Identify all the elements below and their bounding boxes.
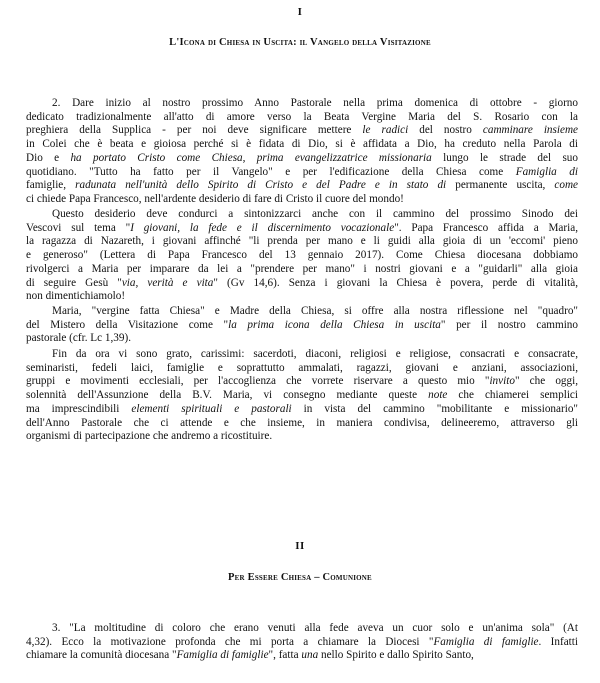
italic-text: la prima icona della Chiesa in uscita [228, 318, 441, 331]
text-run: 3. "La moltitudine di coloro che erano venuti alla fede aveva un cuor solo e un'anima sola" (At [52, 622, 578, 634]
text-run: dedicato tradizionalmente all'atto di amore verso la Beata Vergine Maria del S. Rosario con la [26, 110, 578, 123]
paragraph [26, 97, 578, 207]
text-line [26, 332, 578, 346]
text-run: permanente uscita [455, 179, 543, 192]
section-number: I [297, 6, 303, 18]
text-run: pastorale (cfr. Lc 1,39). [26, 332, 131, 345]
text-run: seminaristi, fedeli laici, famiglie e soprattutto ammalati, ragazzi, giovani e anziani, associazioni, [26, 361, 578, 374]
text-line [26, 417, 578, 431]
text-line [26, 649, 578, 663]
section-number: II [295, 540, 305, 552]
text-run: che chiamerei semplici [447, 389, 578, 402]
text-run: " per il nostro cammino [440, 318, 578, 331]
text-run: la ragazza di Nazareth, i giovani affinché "li prenda per mano e li guidi alla gioia di un 'eccomi' pieno [26, 235, 578, 248]
text-line [26, 97, 578, 111]
text-run: Dio e [26, 151, 71, 164]
italic-text: elementi spirituali e pastorali [131, 402, 292, 415]
text-line [26, 430, 578, 444]
italic-text: Famiglia di famiglie [176, 649, 269, 662]
text-run: " (Gv 14,6). Senza i giovani la Chiesa è povera, perde di vitalità, [213, 276, 578, 289]
text-run: Vescovi sul tema " [26, 221, 131, 234]
text-line [26, 319, 578, 333]
italic-text: note [428, 389, 448, 402]
italic-text: una [301, 649, 319, 662]
text-run: organismi di partecipazione che andremo a ricostituire. [26, 430, 273, 443]
italic-text: invito [489, 375, 515, 388]
text-run: 4,32). Ecco la motivazione profonda che mi porta a chiamare la Diocesi " [26, 635, 434, 648]
italic-text: ha portato Cristo come Chiesa, prima evangelizzatrice missionaria [70, 151, 432, 164]
text-line [26, 166, 578, 180]
section-title: L'Icona di Chiesa in Uscita: il Vangelo della Visitazione [169, 37, 431, 48]
text-line [26, 249, 578, 263]
italic-text: le radici [362, 124, 409, 137]
text-line [26, 362, 578, 376]
text-line [26, 222, 578, 236]
text-run: . Infatti [538, 635, 578, 648]
text-run: gruppi e movimenti ecclesiali, per l'accoglienza che vorrete riservare a questo mio " [26, 375, 490, 388]
text-run: chiamare la comunità diocesana " [26, 649, 177, 662]
text-run: famiglie [26, 179, 64, 192]
text-line [26, 305, 578, 319]
text-run: ci chiede Papa Francesco, nell'ardente desiderio di fare di Cristo il cuore del mondo! [26, 192, 404, 205]
text-run: ". Papa Francesco affida a Maria, [394, 221, 578, 234]
text-run: di seguire Gesù " [26, 276, 122, 289]
text-line [26, 290, 578, 304]
text-line [26, 348, 578, 362]
italic-text: via, verità e vita [121, 276, 214, 289]
text-line [26, 124, 578, 138]
text-run: e generoso" (Lettera di Papa Francesco del 13 gennaio 2017). Come Chiesa diocesana dobbiamo [26, 249, 578, 262]
text-line [26, 152, 578, 166]
text-run: del Mistero della Visitazione come " [26, 318, 229, 331]
text-line [26, 235, 578, 249]
text-run: del nostro [408, 124, 483, 137]
text-run: Questo desiderio deve condurci a sintonizzarci anche con il cammino del prossimo Sinodo dei [52, 208, 578, 220]
paragraph [26, 305, 578, 346]
text-run: in vista del cammino "mobilitante e missionario" [291, 402, 578, 415]
text-run: nello Spirito e dallo Spirito Santo, [318, 649, 474, 662]
text-run: ", fatta [268, 649, 302, 662]
italic-text: , radunata nell'unità dello Spirito di Cristo e del Padre e in stato di [63, 179, 456, 192]
text-run: dell'Anno Pastorale che ci attende e che insieme, in maniera condivisa, delineeremo, attraverso gli [26, 416, 578, 429]
italic-text: camminare insieme [482, 124, 578, 137]
paragraph [26, 622, 578, 663]
italic-text: Famiglia di [515, 165, 578, 178]
text-line [26, 193, 578, 207]
text-run: preghiera della Supplica - per noi deve significare mettere [26, 124, 363, 137]
text-line [26, 208, 578, 222]
text-line [26, 403, 578, 417]
text-line [26, 375, 578, 389]
text-run: in Colei che è beata e gioiosa perché si è fidata di Dio, si è affidata a Dio, ha creduto nella Parola di [26, 138, 578, 151]
text-run: non dimentichiamolo! [26, 290, 126, 303]
text-run: solennità dell'Assunzione della B.V. Maria, vi consegno mediante queste [26, 389, 429, 402]
text-line [26, 636, 578, 650]
text-line [26, 263, 578, 277]
text-run: lungo le strade del suo [431, 151, 578, 164]
text-run: ma imprescindibili [26, 402, 132, 415]
text-run: Maria, "vergine fatta Chiesa" e Madre della Chiesa, si offre alla nostra riflessione nel "quadro" [52, 305, 578, 317]
text-run: rivolgerci a Maria per imparare da lei a "prendere per mano" i nostri giovani e a "guidarli" alla gioia [26, 262, 578, 275]
text-line [26, 111, 578, 125]
text-run: 2. Dare inizio al nostro prossimo Anno Pastorale nella prima domenica di ottobre - giorno [52, 97, 578, 109]
text-line [26, 622, 578, 636]
text-run: Fin da ora vi sono grato, carissimi: sacerdoti, diaconi, religiosi e religiose, consacrati e consacrate, [52, 348, 578, 360]
section-title: Per Essere Chiesa – Comunione [228, 572, 372, 583]
text-line [26, 389, 578, 403]
italic-text: I giovani, la fede e il discernimento vocazionale [130, 221, 395, 234]
text-line [26, 277, 578, 291]
italic-text: , come [542, 179, 578, 192]
text-run: " che oggi, [514, 375, 578, 388]
paragraph [26, 208, 578, 304]
text-line [26, 179, 578, 193]
italic-text: Famiglia di famiglie [433, 635, 539, 648]
text-line [26, 138, 578, 152]
paragraph [26, 348, 578, 444]
text-run: quotidiano. "Tutto ha fatto per il Vangelo" e per l'edificazione della Chiesa come [26, 165, 516, 178]
